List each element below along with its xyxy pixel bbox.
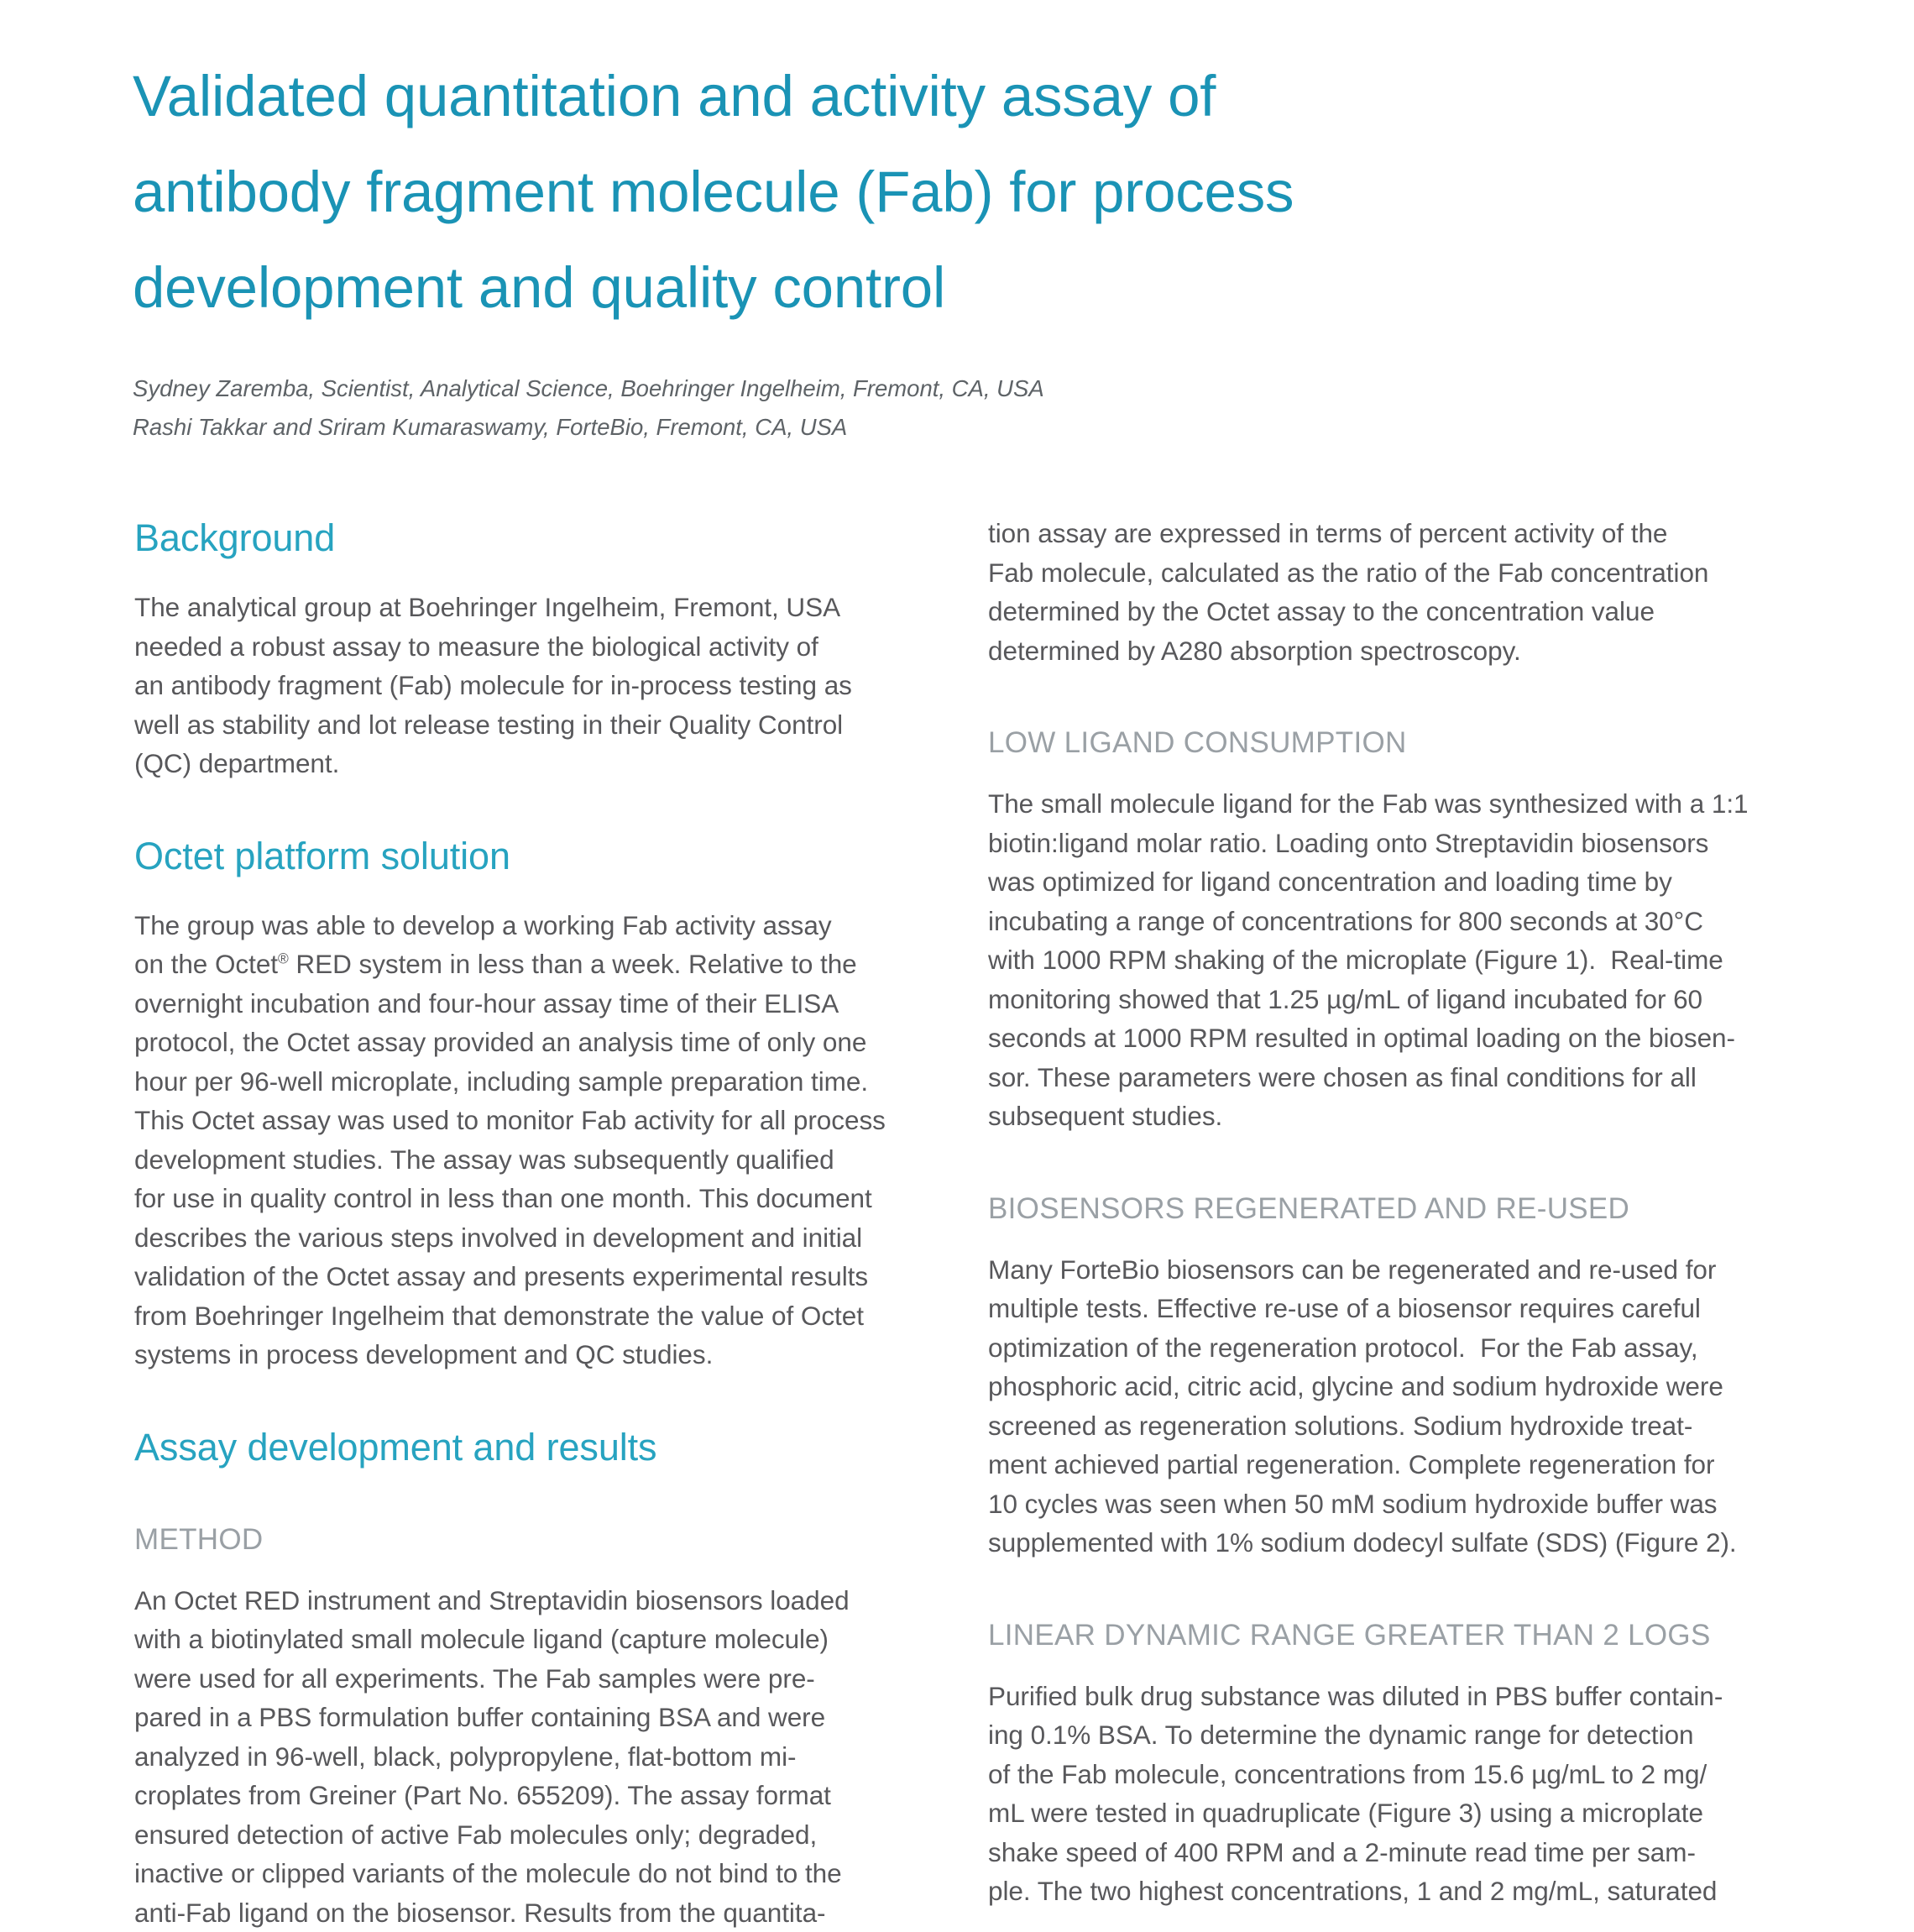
subheading-biosensors-regenerated-and-re-used: BIOSENSORS REGENERATED AND RE-USED (988, 1190, 1781, 1228)
text-line: sor. These parameters were chosen as final conditions for all (988, 1058, 1781, 1097)
text-line: seconds at 1000 RPM resulted in optimal loading on the biosen- (988, 1018, 1781, 1058)
author-line-2: Rashi Takkar and Sriram Kumaraswamy, ForteBio, Fremont, CA, USA (133, 408, 1560, 447)
text-line: development studies. The assay was subsequently qualified (134, 1140, 928, 1180)
title-block (133, 49, 1610, 336)
text-line: an antibody fragment (Fab) molecule for in-process testing as (134, 666, 928, 705)
text-line: anti-Fab ligand on the biosensor. Results from the quantita- (134, 1893, 928, 1932)
subheading-method: METHOD (134, 1521, 928, 1559)
text-line: monitoring showed that 1.25 µg/mL of ligand incubated for 60 (988, 980, 1781, 1019)
text-line: well as stability and lot release testing in their Quality Control (134, 705, 928, 745)
text-line: Purified bulk drug substance was diluted in PBS buffer contain- (988, 1677, 1781, 1716)
paragraph-octet-platform (134, 906, 928, 1374)
text-line: tion assay are expressed in terms of percent activity of the (988, 514, 1781, 553)
text-line: systems in process development and QC studies. (134, 1335, 928, 1374)
text-line: The group was able to develop a working Fab activity assay (134, 906, 928, 945)
text-line: describes the various steps involved in development and initial (134, 1218, 928, 1258)
text-line: The analytical group at Boehringer Ingelheim, Fremont, USA (134, 588, 928, 627)
text-line: determined by A280 absorption spectroscopy. (988, 631, 1781, 671)
text-line: from Boehringer Ingelheim that demonstrate the value of Octet (134, 1296, 928, 1336)
section-heading-background: Background (134, 514, 928, 563)
paragraph-linear-dynamic-range (988, 1677, 1781, 1911)
text-line: determined by the Octet assay to the concentration value (988, 592, 1781, 631)
paragraph-method-continued (988, 514, 1781, 670)
text-line: with a biotinylated small molecule ligand (capture molecule) (134, 1620, 928, 1659)
page-title (133, 49, 1610, 336)
text-line: validation of the Octet assay and presents experimental results (134, 1257, 928, 1296)
text-line: shake speed of 400 RPM and a 2-minute read time per sam- (988, 1833, 1781, 1872)
subheading-low-ligand-consumption: LOW LIGAND CONSUMPTION (988, 724, 1781, 762)
left-column (134, 514, 928, 1932)
text-line: incubating a range of concentrations for 800 seconds at 30°C (988, 902, 1781, 941)
text-line: Many ForteBio biosensors can be regenerated and re-used for (988, 1250, 1781, 1290)
text-line: screened as regeneration solutions. Sodium hydroxide treat- (988, 1406, 1781, 1446)
text-fragment: RED system in less than a week. Relative to the (289, 949, 857, 979)
text-line: were used for all experiments. The Fab samples were pre- (134, 1659, 928, 1699)
author-byline (133, 369, 1560, 447)
text-line: ple. The two highest concentrations, 1 and 2 mg/mL, saturated (988, 1872, 1781, 1911)
text-line: needed a robust assay to measure the biological activity of (134, 627, 928, 667)
text-line: phosphoric acid, citric acid, glycine and sodium hydroxide were (988, 1367, 1781, 1406)
text-line: multiple tests. Effective re-use of a biosensor requires careful (988, 1289, 1781, 1328)
title-line-2: antibody fragment molecule (Fab) for process (133, 144, 1610, 240)
text-line: supplemented with 1% sodium dodecyl sulfate (SDS) (Figure 2). (988, 1523, 1781, 1563)
text-line: for use in quality control in less than one month. This document (134, 1179, 928, 1218)
text-line: optimization of the regeneration protocol. For the Fab assay, (988, 1328, 1781, 1368)
text-line: Fab molecule, calculated as the ratio of the Fab concentration (988, 553, 1781, 593)
text-line: ing 0.1% BSA. To determine the dynamic range for detection (988, 1715, 1781, 1755)
text-line: subsequent studies. (988, 1097, 1781, 1136)
right-column (988, 514, 1781, 1911)
text-line: ensured detection of active Fab molecules only; degraded, (134, 1815, 928, 1855)
text-line: An Octet RED instrument and Streptavidin biosensors loaded (134, 1581, 928, 1620)
text-line: of the Fab molecule, concentrations from 15.6 µg/mL to 2 mg/ (988, 1755, 1781, 1794)
text-line: ment achieved partial regeneration. Complete regeneration for (988, 1445, 1781, 1484)
text-line: overnight incubation and four-hour assay time of their ELISA (134, 984, 928, 1024)
text-line: protocol, the Octet assay provided an analysis time of only one (134, 1023, 928, 1062)
title-line-3: development and quality control (133, 240, 1610, 336)
text-fragment: on the Octet (134, 949, 278, 979)
subheading-linear-dynamic-range-greater-than-2-logs: LINEAR DYNAMIC RANGE GREATER THAN 2 LOGS (988, 1616, 1781, 1655)
paragraph-low-ligand-consumption (988, 784, 1781, 1136)
section-heading-octet-platform-solution: Octet platform solution (134, 832, 928, 881)
text-line: hour per 96-well microplate, including sample preparation time. (134, 1062, 928, 1102)
text-line: croplates from Greiner (Part No. 655209). The assay format (134, 1776, 928, 1815)
paragraph-background (134, 588, 928, 783)
paragraph-method (134, 1581, 928, 1932)
paragraph-biosensors-regenerated (988, 1250, 1781, 1563)
text-line: (QC) department. (134, 744, 928, 783)
section-heading-assay-development-and-results: Assay development and results (134, 1423, 928, 1472)
text-line: was optimized for ligand concentration and loading time by (988, 862, 1781, 902)
text-line: The small molecule ligand for the Fab was synthesized with a 1:1 (988, 784, 1781, 824)
text-line: 10 cycles was seen when 50 mM sodium hydroxide buffer was (988, 1484, 1781, 1524)
text-line: This Octet assay was used to monitor Fab activity for all process (134, 1101, 928, 1140)
text-line: pared in a PBS formulation buffer containing BSA and were (134, 1698, 928, 1737)
registered-trademark-icon: ® (278, 950, 289, 967)
text-line-with-trademark (134, 945, 928, 984)
text-line: biotin:ligand molar ratio. Loading onto Streptavidin biosensors (988, 824, 1781, 863)
text-line: with 1000 RPM shaking of the microplate (Figure 1). Real-time (988, 940, 1781, 980)
title-line-1: Validated quantitation and activity assay of (133, 49, 1610, 144)
text-line: inactive or clipped variants of the molecule do not bind to the (134, 1854, 928, 1893)
author-line-1: Sydney Zaremba, Scientist, Analytical Science, Boehringer Ingelheim, Fremont, CA, USA (133, 369, 1560, 408)
text-line: analyzed in 96-well, black, polypropylene, flat-bottom mi- (134, 1737, 928, 1777)
text-line: mL were tested in quadruplicate (Figure 3) using a microplate (988, 1793, 1781, 1833)
